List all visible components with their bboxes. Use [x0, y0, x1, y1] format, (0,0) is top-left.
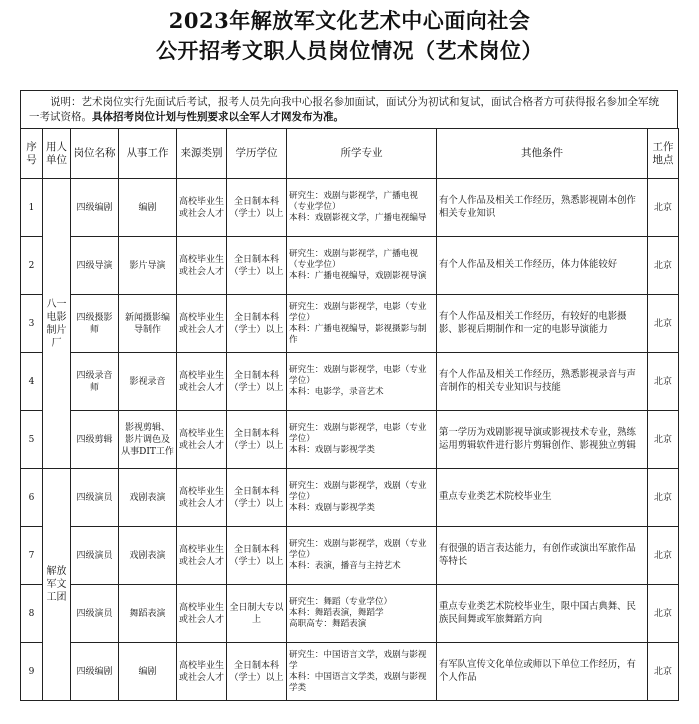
cell-post: 四级编剧 — [71, 179, 119, 237]
cell-edu: 全日制大专以上 — [227, 585, 287, 643]
cell-other: 有个人作品及相关工作经历，熟悉影视剧本创作相关专业知识 — [437, 179, 648, 237]
cell-location: 北京 — [648, 237, 679, 295]
cell-post: 四级录音师 — [71, 353, 119, 411]
cell-seq: 2 — [21, 237, 43, 295]
notice-box — [20, 90, 678, 128]
cell-edu: 全日制本科（学士）以上 — [227, 527, 287, 585]
table-row — [21, 353, 679, 411]
cell-major — [287, 353, 437, 411]
cell-work: 新闻摄影编导制作 — [119, 295, 177, 353]
table-row — [21, 411, 679, 469]
major-postgraduate: 研究生：中国语言文学，戏剧与影视学 — [289, 649, 427, 671]
positions-table — [20, 128, 679, 701]
cell-edu: 全日制本科（学士）以上 — [227, 179, 287, 237]
major-postgraduate: 研究生：戏剧与影视学，电影（专业学位） — [289, 301, 427, 323]
cell-seq: 8 — [21, 585, 43, 643]
table-row — [21, 469, 679, 527]
cell-work: 戏剧表演 — [119, 527, 177, 585]
cell-work: 编剧 — [119, 643, 177, 701]
header-major: 所学专业 — [287, 129, 437, 179]
title-line-1: 2023年解放军文化艺术中心面向社会 — [168, 8, 531, 33]
cell-edu: 全日制本科（学士）以上 — [227, 353, 287, 411]
table-row — [21, 237, 679, 295]
table-row — [21, 295, 679, 353]
major-undergraduate: 本科：中国语言文学类，戏剧与影视学类 — [289, 671, 427, 693]
table-row — [21, 527, 679, 585]
cell-work: 戏剧表演 — [119, 469, 177, 527]
cell-other: 有很强的语言表达能力，有创作或演出军旅作品等特长 — [437, 527, 648, 585]
header-post: 岗位名称 — [71, 129, 119, 179]
cell-work: 影片导演 — [119, 237, 177, 295]
cell-work: 影视录音 — [119, 353, 177, 411]
cell-post: 四级演员 — [71, 585, 119, 643]
cell-location: 北京 — [648, 411, 679, 469]
cell-edu: 全日制本科（学士）以上 — [227, 411, 287, 469]
cell-other: 有个人作品及相关工作经历，熟悉影视录音与声音制作的相关专业知识与技能 — [437, 353, 648, 411]
cell-other: 有个人作品及相关工作经历，有较好的电影摄影、影视后期制作和一定的电影导演能力 — [437, 295, 648, 353]
header-source: 来源类别 — [177, 129, 227, 179]
major-undergraduate: 本科：广播电视编导，影视摄影与制作 — [289, 323, 427, 345]
major-postgraduate: 研究生：戏剧与影视学，电影（专业学位） — [289, 365, 427, 386]
cell-major — [287, 643, 437, 701]
cell-location: 北京 — [648, 353, 679, 411]
cell-seq: 9 — [21, 643, 43, 701]
major-undergraduate: 本科：表演，播音与主持艺术 — [289, 561, 401, 571]
table-row — [21, 179, 679, 237]
header-seq: 序号 — [21, 129, 43, 179]
title-line-2: 公开招考文职人员岗位情况（艺术岗位） — [156, 38, 543, 63]
cell-work: 舞蹈表演 — [119, 585, 177, 643]
cell-post: 四级演员 — [71, 469, 119, 527]
cell-seq: 5 — [21, 411, 43, 469]
major-postgraduate: 研究生：舞蹈（专业学位） — [289, 597, 393, 607]
cell-unit-pla-art-troupe: 解放军文工团 — [43, 469, 71, 701]
cell-location: 北京 — [648, 643, 679, 701]
cell-seq: 7 — [21, 527, 43, 585]
header-unit: 用人单位 — [43, 129, 71, 179]
page-title — [0, 0, 699, 66]
cell-location: 北京 — [648, 527, 679, 585]
cell-major — [287, 411, 437, 469]
cell-location: 北京 — [648, 469, 679, 527]
cell-source: 高校毕业生或社会人才 — [177, 643, 227, 701]
cell-other: 有军队宣传文化单位或师以下单位工作经历，有个人作品 — [437, 643, 648, 701]
cell-source: 高校毕业生或社会人才 — [177, 353, 227, 411]
major-undergraduate: 本科：戏剧影视文学，广播电视编导 — [289, 213, 427, 223]
cell-work: 编剧 — [119, 179, 177, 237]
notice-bold-text: 具体招考岗位计划与性别要求以全军人才网发布为准。 — [92, 111, 344, 123]
cell-source: 高校毕业生或社会人才 — [177, 411, 227, 469]
major-postgraduate: 研究生：戏剧与影视学，广播电视（专业学位） — [289, 191, 418, 212]
cell-post: 四级导演 — [71, 237, 119, 295]
cell-source: 高校毕业生或社会人才 — [177, 295, 227, 353]
header-location: 工作地点 — [648, 129, 679, 179]
cell-post: 四级演员 — [71, 527, 119, 585]
cell-location: 北京 — [648, 295, 679, 353]
cell-edu: 全日制本科（学士）以上 — [227, 469, 287, 527]
cell-other: 重点专业类艺术院校毕业生，限中国古典舞、民族民间舞或军旅舞蹈方向 — [437, 585, 648, 643]
cell-edu: 全日制本科（学士）以上 — [227, 237, 287, 295]
cell-other: 有个人作品及相关工作经历，体力体能较好 — [437, 237, 648, 295]
cell-other: 第一学历为戏剧影视导演或影视技术专业，熟练运用剪辑软件进行影片剪辑创作、影视独立剪辑 — [437, 411, 648, 469]
header-work: 从事工作 — [119, 129, 177, 179]
cell-seq: 1 — [21, 179, 43, 237]
cell-source: 高校毕业生或社会人才 — [177, 585, 227, 643]
cell-location: 北京 — [648, 179, 679, 237]
cell-source: 高校毕业生或社会人才 — [177, 527, 227, 585]
cell-major — [287, 585, 437, 643]
header-other: 其他条件 — [437, 129, 648, 179]
cell-source: 高校毕业生或社会人才 — [177, 237, 227, 295]
cell-other: 重点专业类艺术院校毕业生 — [437, 469, 648, 527]
cell-major — [287, 295, 437, 353]
major-undergraduate: 本科：广播电视编导，戏剧影视导演 — [289, 271, 427, 281]
table-header-row — [21, 129, 679, 179]
major-undergraduate: 本科：戏剧与影视学类 — [289, 445, 375, 455]
table-row — [21, 585, 679, 643]
table-row — [21, 643, 679, 701]
major-postgraduate: 研究生：戏剧与影视学，广播电视（专业学位） — [289, 249, 418, 270]
cell-location: 北京 — [648, 585, 679, 643]
cell-major — [287, 527, 437, 585]
major-junior-college: 高职高专：舞蹈表演 — [289, 619, 367, 629]
cell-post: 四级摄影师 — [71, 295, 119, 353]
cell-source: 高校毕业生或社会人才 — [177, 179, 227, 237]
cell-source: 高校毕业生或社会人才 — [177, 469, 227, 527]
cell-edu: 全日制本科（学士）以上 — [227, 295, 287, 353]
cell-major — [287, 179, 437, 237]
cell-unit-bayi-film-studio: 八一电影制片厂 — [43, 179, 71, 469]
notice-text: 说明：艺术岗位实行先面试后考试，报考人员先向我中心报名参加面试，面试分为初试和复试，面试合格者方可获得报名参加全军统一考试资格。 — [29, 96, 659, 123]
major-postgraduate: 研究生：戏剧与影视学，戏剧（专业学位） — [289, 539, 427, 560]
major-undergraduate: 本科：戏剧与影视学类 — [289, 503, 375, 513]
cell-edu: 全日制本科（学士）以上 — [227, 643, 287, 701]
cell-seq: 4 — [21, 353, 43, 411]
major-undergraduate: 本科：舞蹈表演，舞蹈学 — [289, 608, 384, 618]
cell-seq: 6 — [21, 469, 43, 527]
cell-post: 四级剪辑 — [71, 411, 119, 469]
cell-post: 四级编剧 — [71, 643, 119, 701]
major-postgraduate: 研究生：戏剧与影视学，电影（专业学位） — [289, 423, 427, 444]
cell-major — [287, 237, 437, 295]
header-edu: 学历学位 — [227, 129, 287, 179]
major-undergraduate: 本科：电影学，录音艺术 — [289, 387, 384, 397]
cell-seq: 3 — [21, 295, 43, 353]
cell-work: 影视剪辑、影片调色及从事DIT工作 — [119, 411, 177, 469]
cell-major — [287, 469, 437, 527]
major-postgraduate: 研究生：戏剧与影视学，戏剧（专业学位） — [289, 481, 427, 502]
